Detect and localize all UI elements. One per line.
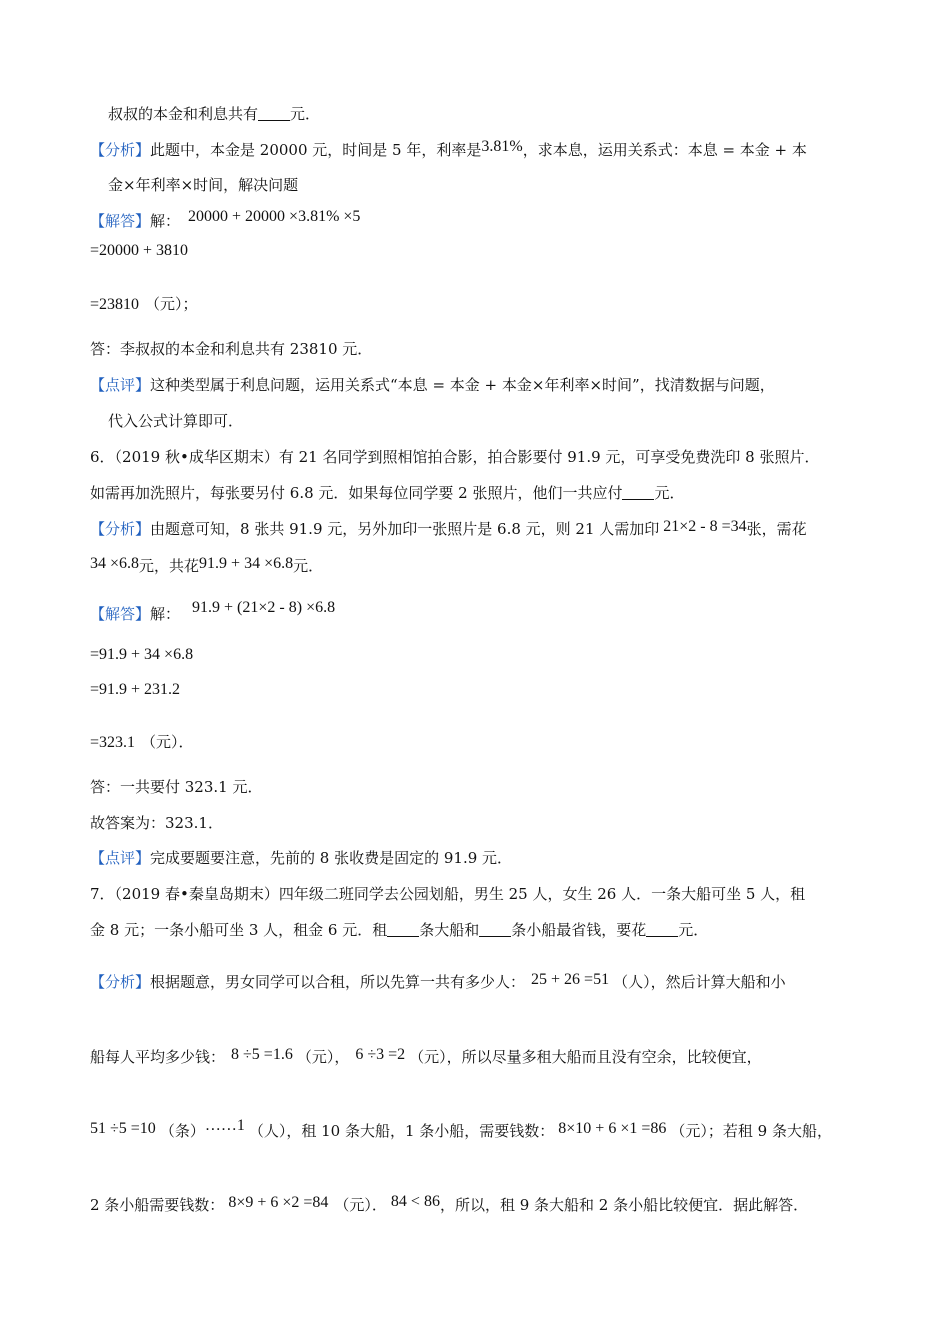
q5-solution-math-1: 20000 + 20000 ×3.81% ×5 (188, 208, 361, 225)
q5-solution-line-3 (90, 293, 198, 316)
q6-analysis-math-3: 91.9 + 34 ×6.8 (199, 555, 294, 572)
q7-question-line-2 (90, 919, 708, 941)
q7-analysis-unit-1: （人），然后计算大船和小 (613, 973, 786, 991)
answer-blank (622, 483, 654, 500)
q7-analysis-text-5: ，所以，租 9 条大船和 2 条小船比较便宜．据此解答． (439, 1196, 809, 1214)
q6-answer: 答：一共要付 323.1 元． (90, 778, 263, 796)
q6-comment-text: 完成要题要注意，先前的 8 张收费是固定的 91.9 元． (150, 849, 513, 867)
q7-analysis-math-8: 84 < 86 (390, 1193, 440, 1210)
q5-comment-text: 这种类型属于利息问题，运用关系式“本息 = 本金 + 本金×年利率×时间”，找清数据与问题， (150, 376, 775, 394)
q5-comment-line-1 (90, 374, 775, 396)
analysis-tag: 【分析】 (90, 973, 151, 991)
q5-answer: 答：李叔叔的本金和利息共有 23810 元． (90, 340, 373, 358)
answer-blank (646, 920, 678, 937)
q7-analysis-math-6: 8×10 + 6 ×1 =86 (558, 1120, 667, 1137)
comment-tag: 【点评】 (90, 849, 151, 867)
comment-tag: 【点评】 (90, 376, 151, 394)
q5-solution-math-2: =20000 + 3810 (90, 242, 189, 259)
q7-question-line-1: 7．（2019 春•秦皇岛期末）四年级二班同学去公园划船，男生 25 人，女生 26 人．一条大船可坐 5 人，租 (90, 885, 806, 903)
q6-analysis-end: 元． (293, 557, 324, 575)
q7-analysis-unit-6: （元）；若租 9 条大船， (670, 1122, 832, 1140)
q6-analysis-text-3: 元，共花 (139, 557, 200, 575)
q7-analysis-math-1: 25 + 26 =51 (531, 971, 610, 988)
q5-solution-line-1 (90, 210, 360, 233)
q6-solution-math-2: =91.9 + 34 ×6.8 (90, 646, 194, 663)
q7-question-text: 金 8 元；一条小船可坐 3 人，租金 6 元．租 (90, 921, 388, 939)
analysis-tag: 【分析】 (90, 520, 151, 538)
answer-blank (479, 920, 511, 937)
q7-analysis-unit-4: （条） (159, 1122, 205, 1140)
q7-analysis-text: 根据题意，男女同学可以合租，所以先算一共有多少人： (150, 973, 526, 991)
q6-solution-math-1: 91.9 + (21×2 - 8) ×6.8 (192, 599, 336, 616)
q6-final-answer: 故答案为：323.1． (90, 814, 223, 832)
q7-analysis-math-5: ……1 (204, 1117, 245, 1134)
q7-analysis-text-2: 船每人平均多少钱： (90, 1048, 226, 1066)
q7-analysis-math-3: 6 ÷3 =2 (355, 1046, 406, 1063)
answer-blank (258, 104, 290, 121)
q7-analysis-line-1 (90, 971, 786, 994)
solution-tag: 【解答】 (90, 605, 151, 623)
q5-analysis-text: 此题中，本金是 20000 元，时间是 5 年，利率是 (150, 141, 482, 159)
q6-question-line-1: 6．（2019 秋•成华区期末）有 21 名同学到照相馆拍合影，拍合影要付 91.9 元，可享受免费洗印 8 张照片． (90, 448, 820, 466)
q6-analysis-math-1: 21×2 - 8 =34 (663, 518, 747, 535)
q6-question-end: 元． (654, 484, 685, 502)
analysis-tag: 【分析】 (90, 141, 151, 159)
q7-analysis-line-2 (90, 1046, 762, 1069)
q6-analysis-math-2: 34 ×6.8 (90, 555, 140, 572)
answer-blank (387, 920, 419, 937)
q5-tail-text: 叔叔的本金和利息共有 (108, 105, 259, 123)
q5-analysis-text-2: ，求本息，运用关系式：本息 = 本金 + 本 (522, 141, 807, 159)
q7-question-end: 元． (678, 921, 709, 939)
q6-solution-math-3: =91.9 + 231.2 (90, 681, 181, 698)
q7-analysis-line-3 (90, 1117, 832, 1143)
q6-comment (90, 847, 512, 869)
q6-question-text: 如需再加洗照片，每张要另付 6.8 元．如果每位同学要 2 张照片，他们一共应付 (90, 484, 623, 502)
q6-solution-math-4: =323.1 (90, 734, 136, 751)
q6-solution-unit: （元）． (141, 733, 194, 751)
q5-analysis-math: 3.81% (481, 138, 523, 155)
q7-analysis-unit-2: （元）， (296, 1048, 350, 1066)
q7-analysis-line-4 (90, 1194, 808, 1217)
solution-prefix: 解： (150, 212, 181, 230)
q7-analysis-unit-5: （人），租 10 条大船，1 条小船，需要钱数： (248, 1122, 555, 1140)
q5-comment-line-2: 代入公式计算即可． (108, 412, 244, 430)
q5-analysis-line-1 (90, 139, 807, 162)
q7-question-text-2: 条大船和 (419, 921, 480, 939)
q7-analysis-math-7: 8×9 + 6 ×2 =84 (228, 1194, 329, 1211)
q6-analysis-line-2 (90, 555, 323, 578)
q5-question-tail (108, 103, 320, 125)
q6-analysis-text-2: 张，需花 (746, 520, 807, 538)
q7-analysis-math-4: 51 ÷5 =10 (90, 1120, 156, 1137)
solution-tag: 【解答】 (90, 212, 151, 230)
q5-tail-end: 元． (290, 105, 321, 123)
q5-solution-unit: （元）； (145, 295, 198, 313)
solution-prefix: 解： (150, 605, 181, 623)
q7-analysis-unit-7: （元）． (334, 1196, 387, 1214)
q7-analysis-text-4: 2 条小船需要钱数： (90, 1196, 225, 1214)
q5-analysis-line-2: 金×年利率×时间，解决问题 (108, 176, 299, 194)
q6-analysis-text: 由题意可知，8 张共 91.9 元，另外加印一张照片是 6.8 元，则 21 人需加印 (150, 520, 660, 538)
q6-analysis-line-1 (90, 518, 807, 541)
q6-solution-line-1 (90, 599, 336, 626)
q7-analysis-unit-3: （元），所以尽量多租大船而且没有空余，比较便宜， (409, 1048, 762, 1066)
q6-solution-line-4 (90, 731, 194, 754)
q7-question-text-3: 条小船最省钱，要花 (511, 921, 647, 939)
q5-solution-math-3: =23810 (90, 296, 140, 313)
q6-question-line-2 (90, 482, 685, 504)
q7-analysis-math-2: 8 ÷5 =1.6 (231, 1046, 293, 1063)
